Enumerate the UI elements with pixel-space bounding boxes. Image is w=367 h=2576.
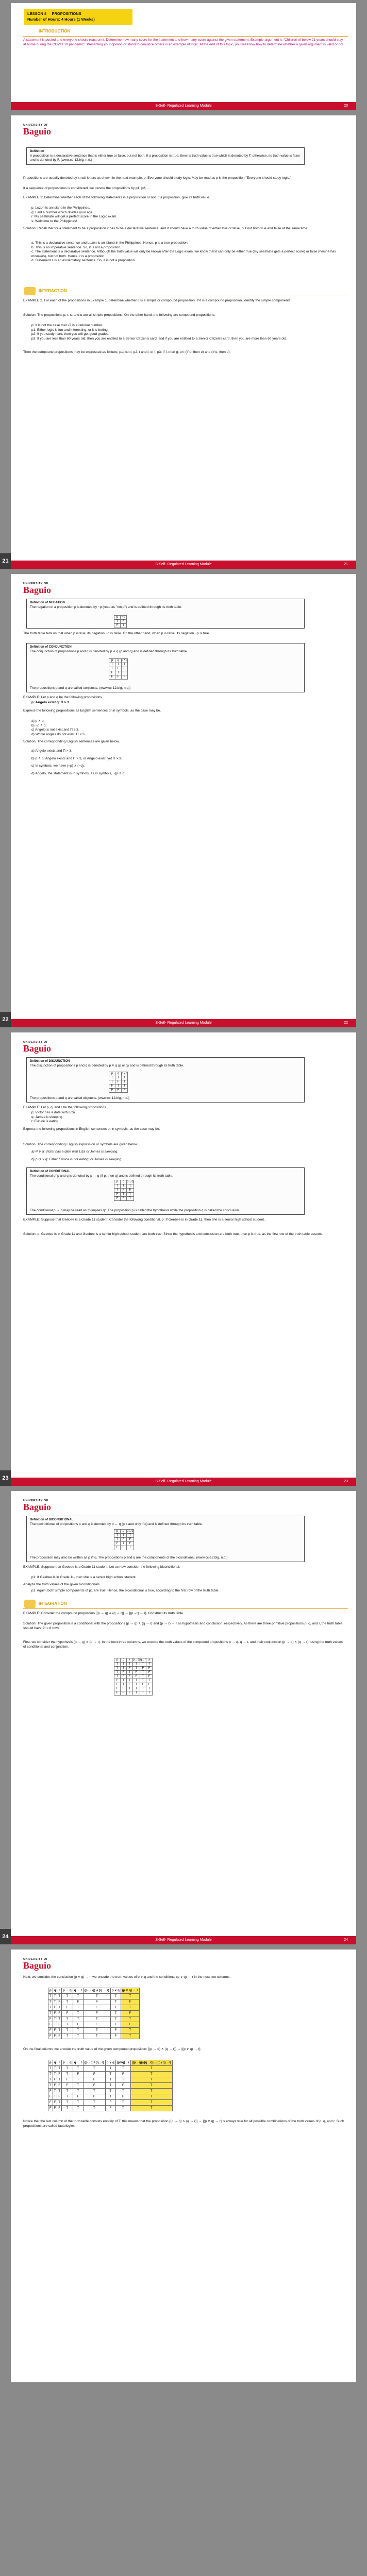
table-cell: T [73,2005,83,2011]
table-cell: F [48,2016,53,2022]
table-cell: T [62,2089,73,2094]
table-cell: F [84,2094,106,2100]
table-cell: F [73,2022,83,2028]
table-cell: T [48,2077,53,2083]
table-cell: F [53,2005,57,2011]
table-cell: F [53,2028,57,2033]
university-logo: UNIVERSITY OF Baguio [23,124,52,137]
hypothesis-truth-table: p q r p→q q→r ∧ T T T T T T T T F T F F T F T F T F T F F F T F F T T T T T F T F T F F F F T T T T F F F T T T [114,1658,153,1696]
table-cell: T [110,2016,121,2022]
table-cell: T [57,2005,62,2011]
table-header: q [53,2060,57,2066]
table-cell: T [121,2033,139,2039]
module-page-2 [11,115,356,569]
page-footer: S-Self- Regulated Learning Module 21 [11,561,356,569]
page-number-tab: 21 [0,553,11,569]
table-cell: F [48,2094,53,2100]
table-row [48,2022,140,2028]
biconditional-definition-box: Definition of BICONDITIONAL The biconditional of propositions p and q is denoted by p ↔ q (p if and only if q) and is defined through its truth table. The proposition may also be written as p iff q. The propositions p and q are the components of the biconditional. (www.cc-12.blg, n.d.) [26,1516,305,1562]
table-cell: F [62,2005,73,2011]
conjunction-answers: a) Angelo exists and Π > 3. b) p ∧ q: Angelo exists and Π > 3, or Angelo exist, yet Π > 3. c) In symbols, we have (~p) ∧ (~q). d) Angelo, the statement is in symbols, as in symbols, ~(p ∧ q). [31,749,127,775]
page-footer: S-Self- Regulated Learning Module 20 [11,102,356,110]
table-row [48,2106,173,2111]
table-cell: T [73,2077,83,2083]
table-cell: F [57,2011,62,2016]
integration-solution: Solution: The given proposition is a conditional with the propositions (p → q) ∧ (q → r) and (p → r) → r as hypothesis and conclusion, respectively. As there are three primitive propositions p, q, and r, the truth table should have 2³ = 8 rows. [23,1622,343,1630]
table-cell: F [73,1999,83,2005]
table-cell: F [121,2022,139,2028]
table-cell: T [105,2072,115,2077]
example-1-solution: Solution: Recall that for a statement to be a proposition it has to be a declarative sentence, and it should have a truth value of either true or false, but not both true and false at the same time. [23,227,308,230]
table-cell: T [62,2066,73,2072]
table-cell: F [57,1999,62,2005]
conjunction-express: Express the following propositions as English sentences or in symbols, as the case may be. [23,709,161,713]
table-row [48,2094,173,2100]
table-header: r [57,2060,62,2066]
table-cell: T [130,2072,172,2077]
table-cell: T [121,2028,139,2033]
interaction-icon [24,287,36,295]
table-cell: T [57,2077,62,2083]
table-cell: T [62,2033,73,2039]
table-header: p [48,2060,53,2066]
biconditional-truth-table: p q p↔q T T T T F F F T F F F T [114,1529,134,1550]
table-cell: T [121,2016,139,2022]
compound-expression-text: Then the compound propositions may be expressed as follows: p1: not r, p2: t and f, or f; p3: If f, then g; p4: (If d, then e) and (If e, then d). [23,350,231,354]
university-logo: UNIVERSITY OF Baguio [23,1041,52,1054]
proposition-definition-box: Definition A proposition is a declarative sentence that is either true or false, but not both. If a proposition is true, then its truth value is true which is denoted by T; otherwise, its truth value is false and is denoted by F. (www.cc-12.blg, n.d.) [26,147,305,165]
disjunction-truth-table: p q p∨q T T T T F T F T T F F F [109,1072,128,1093]
table-cell: T [48,1994,53,1999]
table-cell: T [105,2083,115,2089]
table-cell: F [115,2094,130,2100]
table-cell: F [57,2106,62,2111]
table-cell: F [84,2072,106,2077]
table-cell: T [121,2005,139,2011]
table-cell: F [121,1999,139,2005]
table-cell: F [48,2022,53,2028]
section-introduction: INTRODUCTION [23,29,348,37]
table-cell: T [62,1999,73,2005]
table-cell: T [73,2089,83,2094]
table-cell: F [73,2094,83,2100]
table-cell: T [57,2066,62,2072]
table-cell: T [110,2022,121,2028]
table-header: (p→q)∧(q→r) [84,2060,106,2066]
conditional-definition-box: Definition of CONDITIONAL The conditional of p and q is denoted by p → q (if p, then q) and is defined through its truth table. The conditional p → q may be read as "p implies q". The proposition p is called the hypothesis while the proposition q is called the conclusion. [26,1167,305,1215]
table-cell: F [48,2089,53,2094]
table-cell: T [115,2089,130,2094]
table-cell: F [84,2005,111,2011]
table-cell: T [57,2016,62,2022]
table-cell: T [105,2066,115,2072]
table-cell: T [115,2077,130,2083]
page-footer: S-Self- Regulated Learning Module 22 [11,1019,356,1027]
table-cell: T [48,2066,53,2072]
table-cell: T [57,2089,62,2094]
table-cell: F [62,2011,73,2016]
biconditional-analyze: Analyze the truth values of the given biconditionals. [23,1583,101,1586]
table-cell: T [62,2072,73,2077]
table-cell: T [84,1994,111,1999]
negation-definition-box: Definition of NEGATION The negation of a proposition p is denoted by ~p (read as "not p") and is defined through its truth table. [26,599,305,629]
disjunction-solution: Solution. The corresponding English expression or symbols are given below. [23,1143,138,1146]
table-cell: T [84,2016,111,2022]
table-cell: F [73,2072,83,2077]
table-cell: F [84,2083,106,2089]
conditional-example: EXAMPLE: Suppose that Geebee is a Grade 11 student. Consider the following conditional. p: If Geebee is in Grade 11, then she is a senior high school student. [23,1218,265,1222]
disjunction-answers: a) P ∨ q: Victor has a date with Liza or James is sleeping. b) (~r) ∨ q: Either Eunice is not eating, or James is sleeping. [31,1150,123,1161]
table-row [48,2100,173,2106]
example-1-answers: a. This is a declarative sentence and Luzon is an island in the Philippines. Hence, p is a true proposition. b. This is an imperative sentence. So, it is not a proposition. c. The statement is a declarative sentence. Although the truth value will only be known after the Logic exam, we know that it can only be either true (my seatmate gets a perfect score) or false (he/she has mistakes), but not both. Hence, r is a proposition. d. Statement s is an exclamatory sentence. So, it is not a proposition. [31,241,336,263]
table-cell: F [48,2028,53,2033]
table-cell: T [84,2033,111,2039]
table-cell: F [53,2106,57,2111]
table-cell: F [53,2100,57,2106]
table-header: (p ∨ q) → r [121,1988,139,1994]
table-cell: T [48,2011,53,2016]
table-header: p ∨ q [110,1988,121,1994]
table-cell: F [48,2106,53,2111]
table-cell: T [115,2066,130,2072]
module-page-1 [11,3,356,110]
table-header: p → q [62,2060,73,2066]
example-1-items: p: Luzon is an island in the Philippines. q: Find a number which divides your age. r: My seatmate will get a perfect score in the Logic exam. s: Welcome to the Philippines! [31,206,118,223]
table-cell: T [53,1999,57,2005]
table-cell: F [62,2077,73,2083]
table-cell: T [62,2022,73,2028]
table-cell: T [115,2106,130,2111]
table-cell: T [130,2100,172,2106]
table-header: r [57,1988,62,1994]
page-number-tab: 23 [0,1470,11,1486]
table-cell: T [84,2066,106,2072]
table-cell: T [73,2106,83,2111]
table-cell: F [115,2072,130,2077]
table-cell: T [130,2077,172,2083]
table-cell: T [73,2011,83,2016]
biconditional-analysis: p1: Again, both simple components of p1 are true. Hence, the biconditional is true, according to the first row of the truth table. [31,1589,220,1592]
table-cell: F [84,2077,106,2083]
table-cell: T [73,2028,83,2033]
university-logo: UNIVERSITY OF Baguio [23,582,52,595]
conjunction-truth-table: p q p∧q T T T T F F F T F F F F [109,658,128,680]
proposition-sequence-text: If a sequence of propositions is considered, we denote the propositions by p1, p2, ... [23,187,150,190]
tautology-truth-table [48,2060,173,2111]
negation-explanation: The truth table tells us that when p is true, its negation ~p is false. On the other hand, when p is false, its negation ~p is true. [23,632,210,635]
table-header: q [53,1988,57,1994]
table-header: (p∨q)→r [115,2060,130,2066]
table-cell: T [110,1994,121,1999]
table-cell: T [62,2100,73,2106]
table-cell: T [73,1994,83,1999]
table-cell: T [53,2016,57,2022]
table-row [48,1994,140,1999]
university-logo: UNIVERSITY OF Baguio [23,1958,52,1971]
page-footer: S-Self- Regulated Learning Module 24 [11,1936,356,1944]
table-row [48,2005,140,2011]
table-cell: F [53,2077,57,2083]
table-cell: T [84,2028,111,2033]
table-header: q → r [73,1988,83,1994]
module-page-4 [11,1032,356,1486]
table-header: p ∨ q [105,2060,115,2066]
conjunction-pq: p: Angelo exist q: Π > 3 [31,701,69,704]
table-cell: T [84,2100,106,2106]
table-row [48,2016,140,2022]
table-cell: F [110,2028,121,2033]
example-2-solution: Solution: The propositions p, r, s, and u are all simple propositions. On the other hand, the following are compound propositions: [23,313,215,317]
table-cell: T [53,2066,57,2072]
section-integration: INTEGRATION [23,1601,348,1609]
table-cell: T [62,1994,73,1999]
module-page-6 [11,1950,356,2382]
module-page-5 [11,1491,356,1944]
final-column-text: On the final column, we encode the truth value of the given compound proposition: [(p → q) ∧ (q → r)] → [(p ∨ q) → r]. [23,2047,202,2051]
table-header: [(p→q)∧(q→r)]→[(p∨q)→r] [130,2060,172,2066]
table-cell: T [53,1994,57,1999]
introduction-text: A statement is posted and everyone should react on it. Determine how many score for the statement and how many score against the given statement. Example argument is "Children of below 21 years should stay at home during the COVID 19 pandemic". Presenting your opinion or stand to convince others is an example of logic. At the end of this topic, you will know how to determine whether a given argument is valid or not. [23,38,344,46]
university-logo: UNIVERSITY OF Baguio [23,1499,52,1512]
table-cell: T [121,1994,139,1999]
integration-example: EXAMPLE: Consider the compound proposition [(p → q) ∧ (q → r)] → [(p→r) → r]. Construct its truth table. [23,1612,184,1615]
table-row [48,2072,173,2077]
table-cell: F [57,2083,62,2089]
table-cell: F [57,2022,62,2028]
module-page-3 [11,574,356,1027]
table-cell: T [62,2094,73,2100]
table-cell: T [73,2033,83,2039]
proposition-notation-text: Propositions are usually denoted by small letters as shown in the next example. p: Everyone should study logic. May be read as p is the proposition "Everyone should study logic." [23,176,292,180]
conclusion-intro: Next, we consider the conclusion (p ∨ q) → r, we encode the truth values of p ∨ q and the conditional (p ∨ q) → r in the next two columns. [23,1975,231,1979]
table-cell: T [57,2028,62,2033]
integration-solution-2: First, we consider the hypothesis (p → q) ∧ (q → r). In the next three columns, we encode the truth values of the compound propositions p → q, q → r, and their conjunction (p → q) ∧ (q → r), using the truth values of conditional and conjunction. [23,1640,343,1649]
lesson-banner: LESSON 4 PROPOSITIONS Number of Hours: 4 Hours (1 Weeks) [24,9,132,25]
page-footer: S-Self- Regulated Learning Module 23 [11,1478,356,1486]
table-cell: T [115,2100,130,2106]
negation-truth-table: p ~p T F F T [114,615,127,628]
table-cell: T [62,2028,73,2033]
table-cell: F [121,2011,139,2016]
conjunction-example: EXAMPLE: Let p and q be the following propositions. [23,696,103,699]
disjunction-items: p: Victor has a date with Liza q: James is sleeping r: Eunice is eating [31,1111,75,1124]
biconditional-example: EXAMPLE: Suppose that Geebee is a Grade 11 student. Let us now consider the following biconditional. [23,1565,180,1569]
table-row [48,2089,173,2094]
disjunction-example: EXAMPLE: Let p, q, and r be the following propositions. [23,1106,107,1109]
table-cell: T [130,2094,172,2100]
table-cell: F [84,2011,111,2016]
table-cell: T [62,2016,73,2022]
page-number-tab: 24 [0,1929,11,1944]
table-cell: F [84,1999,111,2005]
conditional-solution: Solution: p: Geebee is in Grade 11 and Geebee is a senior high school student are both true. Since the hypothesis and conclusion are both true, then p is true, as the first row of the truth table asserts. [23,1232,323,1236]
biconditional-p1: p1: If Geebee is in Grade 11, then she is a senior high school student. [31,1575,137,1579]
tautology-explanation: Notice that the last column of the truth table consists entirely of T; this means that the proposition [(p → q) ∧ (q → r)] → [(p ∨ q) → r] is always true for all possible combinations of the truth values of p, q, and r. Such propositions are called tautologies. [23,2120,344,2128]
table-header: (p → q) ∧ (q → r) [84,1988,111,1994]
integration-icon [24,1600,36,1608]
table-cell: T [84,2106,106,2111]
conjunction-solution: Solution. The corresponding English sentences are given below. [23,740,120,743]
table-cell: F [62,2083,73,2089]
table-cell: T [62,2106,73,2111]
example-2-prompt: EXAMPLE 2. For each of the propositions in Example 1, determine whether it is a simple or compound proposition. If it is a compound proposition, identify the simple components. [23,299,292,302]
table-cell: F [48,2033,53,2039]
table-cell: T [84,2089,106,2094]
example-1-prompt: EXAMPLE 1: Determine whether each of the following statements is a proposition or not. If a proposition, give its truth value. [23,196,210,199]
disjunction-definition-box: Definition of DISJUNCTION The disjunction of propositions p and q is denoted by p ∨ q (p or q) and is defined through its truth table. The propositions p and q are called disjuncts. (www.cc-12.blg, n.d.) [26,1057,305,1103]
table-cell: F [105,2100,115,2106]
table-row [48,1999,140,2005]
table-header: p [48,1988,53,1994]
table-cell: F [53,2011,57,2016]
table-cell: T [53,2072,57,2077]
table-cell: T [53,2094,57,2100]
table-row [48,2077,173,2083]
compound-propositions: p: It is not the case that √2 is a rational number. p1: Either logic is fun and interesting, or it is boring. p2: If you study hard, then you will get good grades. p3: If you are less than 60 years old, then you are entitled to a Senior Citizen's card, and if you are entitled to a Senior Citizen's card, then you are more than 60 years old. [31,324,287,341]
page-number-tab: 22 [0,1012,11,1027]
table-cell: F [48,2100,53,2106]
table-row [48,2083,173,2089]
table-cell: T [110,2011,121,2016]
table-cell: F [110,2033,121,2039]
table-cell: T [73,2066,83,2072]
table-cell: T [73,2100,83,2106]
table-cell: F [57,2094,62,2100]
table-cell: T [130,2089,172,2094]
table-cell: F [57,2033,62,2039]
table-cell: F [53,2033,57,2039]
conclusion-truth-table [48,1988,140,2039]
table-cell: T [48,1999,53,2005]
table-cell: F [105,2106,115,2111]
table-header: p → q [62,1988,73,1994]
table-cell: T [105,2077,115,2083]
table-cell: T [130,2106,172,2111]
table-cell: T [48,2072,53,2077]
table-cell: T [105,2089,115,2094]
table-cell: F [53,2083,57,2089]
table-cell: F [57,2072,62,2077]
table-cell: T [48,2083,53,2089]
conjunction-items: a) p ∧ q b) ~p ∧ q c) Angelo is not exist and Π ≥ 3. d) Whole angles do not exist, Π < 3. [31,719,86,736]
table-cell: T [110,1999,121,2005]
table-cell: T [73,2016,83,2022]
table-cell: T [57,2100,62,2106]
section-interaction: INTERACTION [23,289,348,296]
table-cell: T [57,1994,62,1999]
conditional-truth-table: p q p→q T T T T F F F T T F F T [114,1180,134,1201]
table-header: q → r [73,2060,83,2066]
table-cell: T [110,2005,121,2011]
table-cell: T [53,2022,57,2028]
lesson-hours: Number of Hours: 4 Hours (1 Weeks) [27,17,95,22]
table-cell: T [73,2083,83,2089]
table-cell: T [130,2083,172,2089]
table-cell: T [130,2066,172,2072]
table-row [48,2028,140,2033]
table-cell: T [48,2005,53,2011]
disjunction-express: Express the following propositions in English sentences or in symbols, as the case may be. [23,1127,160,1131]
table-cell: F [84,2022,111,2028]
table-row [48,2066,173,2072]
table-row [48,2033,140,2039]
conjunction-definition-box: Definition of CONJUNCTION The conjunction of propositions p and q is denoted by p ∧ q (p and q) and is defined through its truth table. The propositions p and q are called conjuncts. (www.cc-12.blg, n.d.) [26,643,305,692]
table-cell: F [115,2083,130,2089]
table-row [48,2011,140,2016]
table-cell: T [105,2094,115,2100]
table-cell: T [53,2089,57,2094]
